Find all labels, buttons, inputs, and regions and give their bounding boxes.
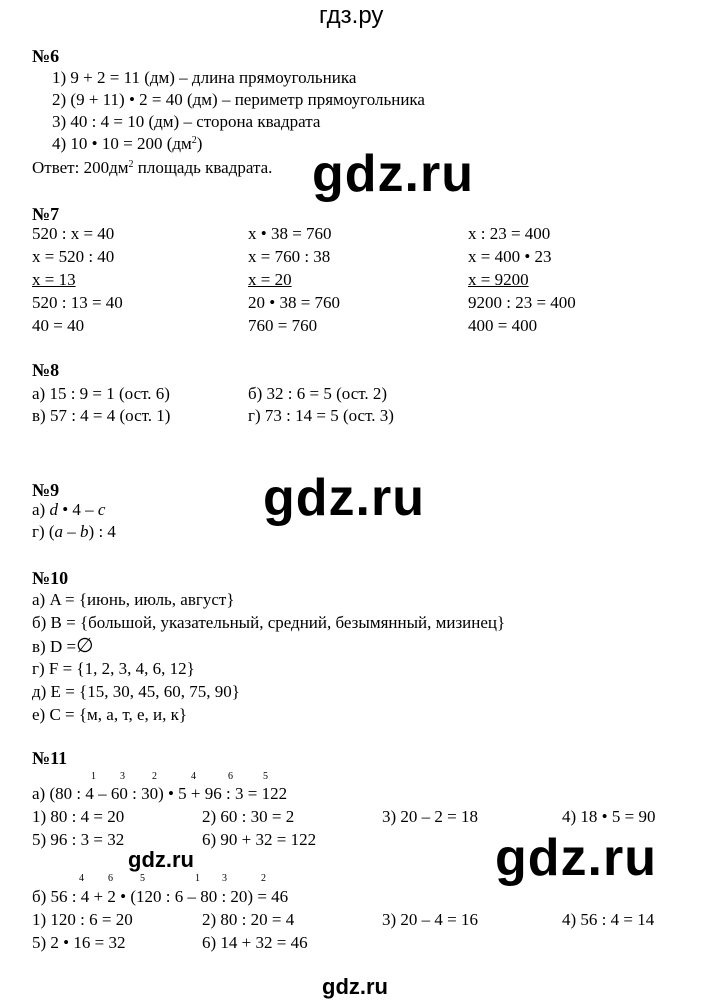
page-header: гдз.ру [319, 2, 384, 29]
task-8-a: а) 15 : 9 = 1 (ост. 6) [32, 384, 170, 403]
task-6-line-1: 1) 9 + 2 = 11 (дм) – длина прямоугольника [52, 68, 357, 87]
watermark-gdz-small: gdz.ru [128, 847, 194, 872]
empty-set-icon: ∅ [76, 635, 94, 657]
task-11-a-step-5: 5) 96 : 3 = 32 [32, 830, 125, 849]
task-11-b-step-4: 4) 56 : 4 = 14 [562, 910, 655, 929]
task-8-b: б) 32 : 6 = 5 (ост. 2) [248, 384, 388, 403]
task-9-g [32, 522, 116, 542]
task-11-b-order-4: 1 [195, 873, 200, 884]
task-7-col3-line1: x : 23 = 400 [468, 224, 551, 243]
task-7-col3-line2: x = 400 • 23 [468, 247, 552, 266]
task-11-a-order-4: 4 [191, 771, 196, 782]
task-11-b-order-3: 5 [140, 873, 145, 884]
task-10-e: е) C = {м, а, т, е, и, к} [32, 705, 188, 724]
task-11-b-order-1: 4 [79, 873, 84, 884]
task-11-a-expression: а) (80 : 4 – 60 : 30) • 5 + 96 : 3 = 122 [32, 784, 288, 803]
task-6-line-4-sup: 2 [191, 135, 197, 146]
task-7-col1-line1: 520 : x = 40 [32, 224, 115, 243]
task-9-a [32, 500, 105, 520]
task-11-b-step-6: 6) 14 + 32 = 46 [202, 933, 308, 952]
task-10-title: №10 [32, 568, 69, 588]
task-6-answer-text: Ответ: 200дм [32, 158, 129, 177]
task-11-b-step-1: 1) 120 : 6 = 20 [32, 910, 133, 929]
task-11-b-step-3: 3) 20 – 4 = 16 [382, 910, 478, 929]
task-11-a-order-6: 5 [263, 771, 268, 782]
task-9-a-d: d [49, 500, 58, 519]
task-9-g-a: a [54, 522, 64, 541]
task-6-line-2: 2) (9 + 11) • 2 = 40 (дм) – периметр прямоугольника [52, 90, 425, 109]
task-11-b-order-2: 6 [108, 873, 113, 884]
task-7-col2-line2: x = 760 : 38 [248, 247, 331, 266]
task-7-col2-line5: 760 = 760 [248, 316, 318, 335]
task-11-title: №11 [32, 748, 68, 768]
task-11-a-step-1: 1) 80 : 4 = 20 [32, 807, 125, 826]
watermark-gdz-footer: gdz.ru [322, 974, 388, 999]
task-6-answer-sup: 2 [128, 159, 134, 170]
watermark-gdz-1: gdz.ru [312, 145, 474, 203]
task-10-v-text: в) D = [32, 637, 77, 656]
task-9-g-pre: г) ( [32, 522, 55, 541]
task-8-v: в) 57 : 4 = 4 (ост. 1) [32, 406, 171, 425]
watermark-gdz-3: gdz.ru [495, 829, 657, 887]
task-8-title: №8 [32, 360, 60, 380]
task-11-a-step-2: 2) 60 : 30 = 2 [202, 807, 295, 826]
task-7-col3-line3: x = 9200 [468, 270, 529, 289]
task-6-answer-end: площадь квадрата. [133, 158, 273, 177]
task-11-a-order-1: 1 [91, 771, 96, 782]
task-8-g: г) 73 : 14 = 5 (ост. 3) [248, 406, 394, 425]
task-10-a: а) A = {июнь, июль, август} [32, 590, 235, 609]
task-10-v [32, 636, 93, 657]
task-11-b-expression: б) 56 : 4 + 2 • (120 : 6 – 80 : 20) = 46 [32, 887, 289, 906]
task-9-g-end: ) : 4 [88, 522, 116, 541]
task-6-line-4 [52, 134, 202, 154]
task-11-a-order-2: 3 [120, 771, 125, 782]
task-7-col2-line3: x = 20 [248, 270, 292, 289]
task-6-line-4-end: ) [196, 134, 203, 153]
task-9-g-b: b [80, 522, 89, 541]
task-6-answer [32, 158, 272, 178]
task-11-b-order-6: 2 [261, 873, 266, 884]
task-7-title: №7 [32, 204, 60, 224]
task-9-a-c: c [97, 500, 106, 519]
task-11-a-step-4: 4) 18 • 5 = 90 [562, 807, 656, 826]
watermark-gdz-2: gdz.ru [263, 469, 425, 527]
task-7-col3-line4: 9200 : 23 = 400 [468, 293, 576, 312]
task-7-col1-line4: 520 : 13 = 40 [32, 293, 123, 312]
task-9-a-mid: • 4 – [57, 500, 98, 519]
task-7-col3-line5: 400 = 400 [468, 316, 538, 335]
task-7-col1-line3: x = 13 [32, 270, 76, 289]
task-9-a-pre: а) [32, 500, 50, 519]
task-7-col1-line5: 40 = 40 [32, 316, 85, 335]
task-7-col1-line2: x = 520 : 40 [32, 247, 115, 266]
task-11-a-order-3: 2 [152, 771, 157, 782]
task-11-a-step-6: 6) 90 + 32 = 122 [202, 830, 317, 849]
task-10-g: г) F = {1, 2, 3, 4, 6, 12} [32, 659, 195, 678]
task-7-col2-line1: x • 38 = 760 [248, 224, 332, 243]
task-6-line-4-text: 4) 10 • 10 = 200 (дм [52, 134, 192, 153]
task-11-b-step-5: 5) 2 • 16 = 32 [32, 933, 126, 952]
task-10-b: б) B = {большой, указательный, средний, безымянный, мизинец} [32, 613, 506, 632]
task-11-a-order-5: 6 [228, 771, 233, 782]
task-6-line-3: 3) 40 : 4 = 10 (дм) – сторона квадрата [52, 112, 321, 131]
task-6-title: №6 [32, 46, 60, 66]
task-9-g-mid: – [63, 522, 81, 541]
task-10-d: д) E = {15, 30, 45, 60, 75, 90} [32, 682, 240, 701]
task-7-col2-line4: 20 • 38 = 760 [248, 293, 341, 312]
task-11-b-step-2: 2) 80 : 20 = 4 [202, 910, 295, 929]
task-9-title: №9 [32, 480, 60, 500]
task-11-a-step-3: 3) 20 – 2 = 18 [382, 807, 478, 826]
task-11-b-order-5: 3 [222, 873, 227, 884]
